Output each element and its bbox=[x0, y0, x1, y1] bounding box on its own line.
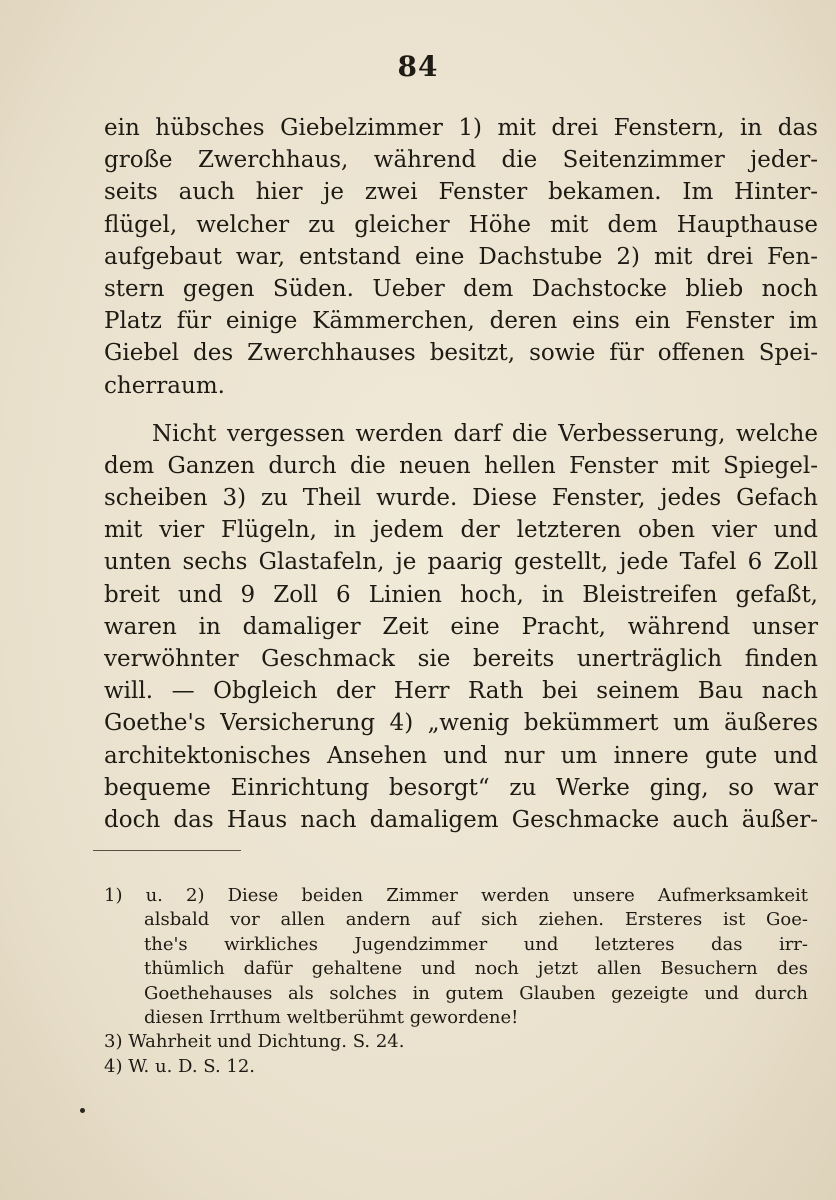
text-line: scheiben 3) zu Theil wurde. Diese Fenster, jedes Gefach bbox=[104, 485, 818, 512]
text-line: architektonisches Ansehen und nur um innere gute und bbox=[104, 742, 818, 769]
text-line: mit vier Flügeln, in jedem der letzteren oben vier und bbox=[104, 517, 818, 544]
text-line: seits auch hier je zwei Fenster bekamen. Im Hinter- bbox=[104, 179, 818, 206]
footnote-line: thümlich dafür gehaltene und noch jetzt allen Besuchern des bbox=[144, 958, 808, 980]
ink-spot bbox=[80, 1108, 85, 1113]
text-line: ein hübsches Giebelzimmer 1) mit drei Fenstern, in das bbox=[104, 115, 818, 141]
text-line: cherraum. bbox=[104, 372, 225, 399]
body-text bbox=[104, 112, 818, 836]
text-line: Nicht vergessen werden darf die Verbesserung, welche bbox=[152, 420, 818, 447]
footnote-line: 3) Wahrheit und Dichtung. S. 24. bbox=[104, 1031, 405, 1053]
footnote-separator bbox=[93, 850, 241, 851]
page-number: 84 bbox=[397, 50, 439, 83]
text-line: aufgebaut war, entstand eine Dachstube 2) mit drei Fen- bbox=[104, 243, 818, 270]
text-line: unten sechs Glastafeln, je paarig gestellt, jede Tafel 6 Zoll bbox=[104, 549, 818, 576]
text-line: stern gegen Süden. Ueber dem Dachstocke blieb noch bbox=[104, 275, 818, 302]
text-line: große Zwerchhaus, während die Seitenzimmer jeder- bbox=[104, 147, 818, 174]
footnote-line: 4) W. u. D. S. 12. bbox=[104, 1055, 256, 1077]
footnote-line: Goethehauses als solches in gutem Glauben gezeigte und durch bbox=[144, 982, 808, 1004]
text-line: waren in damaliger Zeit eine Pracht, während unser bbox=[104, 613, 818, 640]
text-line: verwöhnter Geschmack sie bereits unerträglich finden bbox=[104, 646, 818, 672]
text-line: breit und 9 Zoll 6 Linien hoch, in Bleistreifen gefaßt, bbox=[104, 581, 818, 608]
text-line: bequeme Einrichtung besorgt“ zu Werke ging, so war bbox=[104, 774, 818, 801]
text-line: Goethe's Versicherung 4) „wenig bekümmert um äußeres bbox=[104, 710, 818, 737]
text-line: will. — Obgleich der Herr Rath bei seinem Bau nach bbox=[104, 678, 818, 705]
footnote-line: alsbald vor allen andern auf sich ziehen. Ersteres ist Goe- bbox=[144, 909, 808, 931]
footnote-line: diesen Irrthum weltberühmt gewordene! bbox=[144, 1006, 519, 1028]
text-line: Giebel des Zwerchhauses besitzt, sowie für offenen Spei- bbox=[104, 340, 818, 367]
text-line: dem Ganzen durch die neuen hellen Fenster mit Spiegel- bbox=[104, 452, 818, 479]
text-line: doch das Haus nach damaligem Geschmacke auch äußer- bbox=[104, 806, 818, 833]
footnote-line: the's wirkliches Jugendzimmer und letzteres das irr- bbox=[144, 933, 808, 955]
text-line: flügel, welcher zu gleicher Höhe mit dem Haupthause bbox=[104, 211, 818, 238]
text-line: Platz für einige Kämmerchen, deren eins ein Fenster im bbox=[104, 308, 818, 335]
footnote-line: 1) u. 2) Diese beiden Zimmer werden unsere Aufmerksamkeit bbox=[104, 885, 808, 906]
paragraph-gap bbox=[104, 402, 818, 418]
footnotes bbox=[104, 884, 808, 1079]
